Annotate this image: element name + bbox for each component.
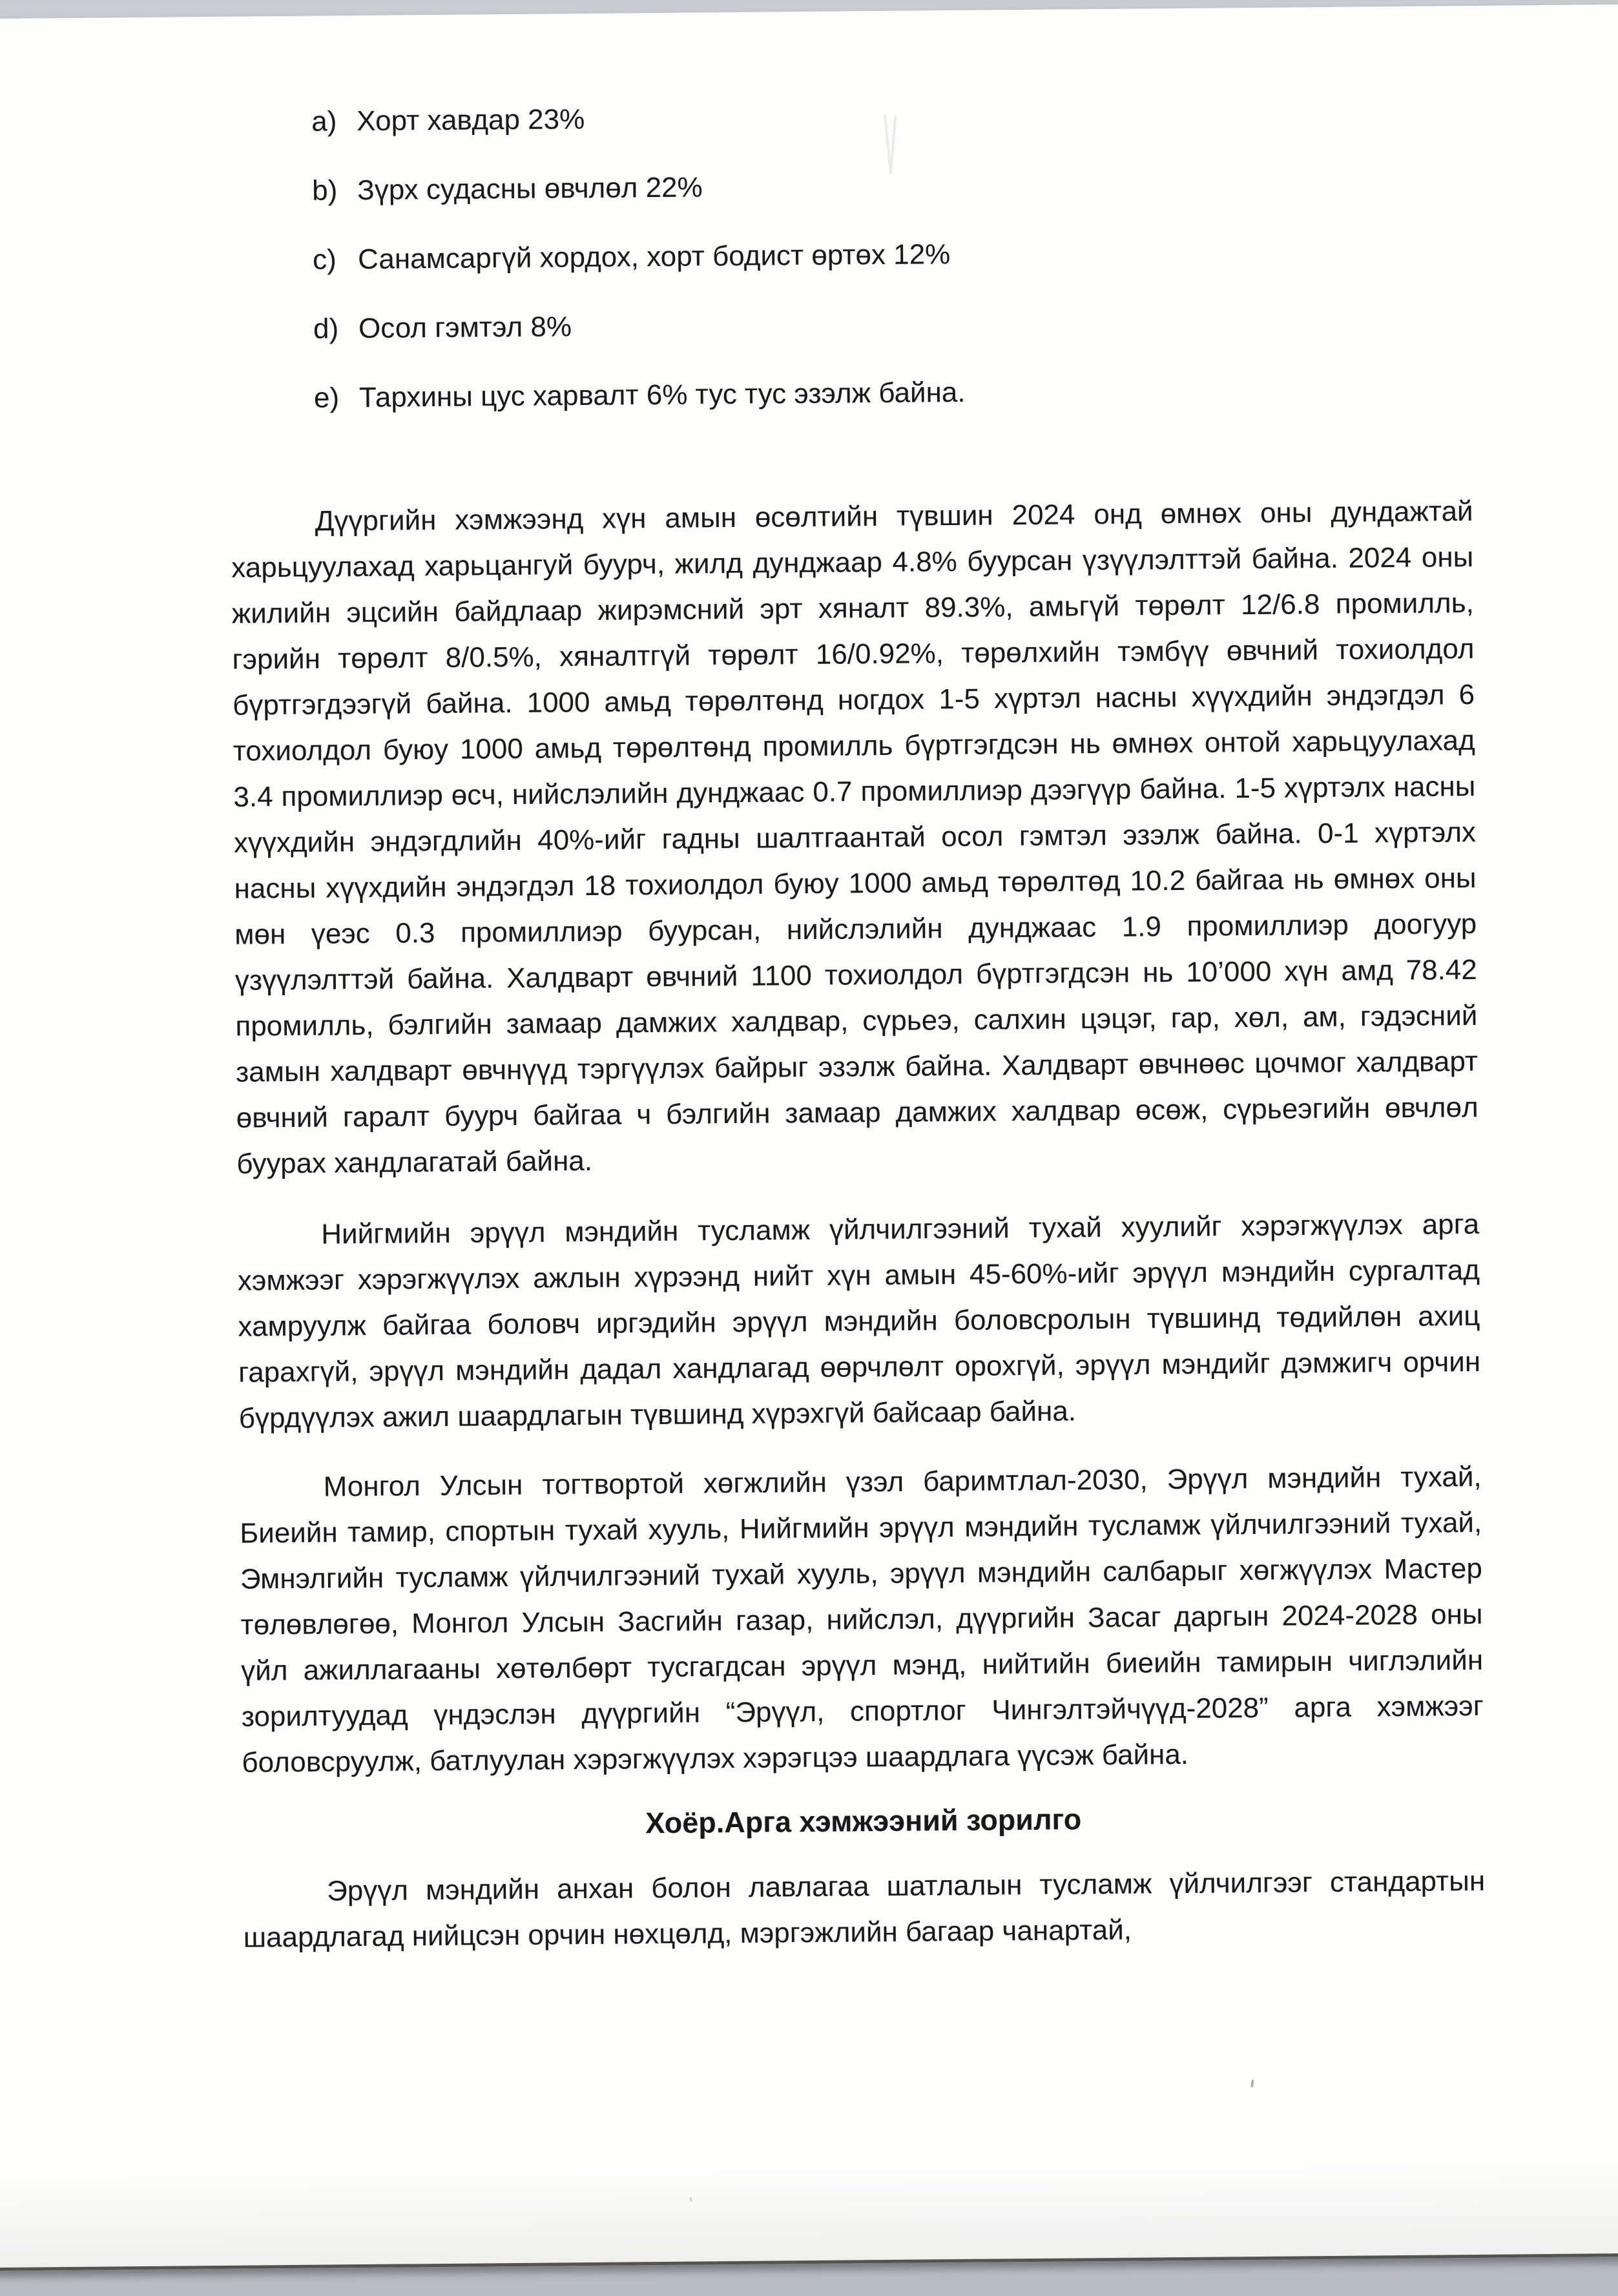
list-item bbox=[312, 158, 1471, 214]
list-item-label: e) bbox=[313, 382, 340, 414]
list-item-text: Хорт хавдар 23% bbox=[357, 103, 585, 138]
list-item-label: a) bbox=[311, 105, 337, 138]
list-item bbox=[313, 227, 1471, 283]
paragraph-policy-basis: Монгол Улсын тогтвортой хөгжлийн үзэл баримтлал-2030, Эрүүл мэндийн тухай, Биеийн тамир, спортын тухай хууль, Нийгмийн эрүүл мэндийн тусламж үйлчилгээний тухай, Эмнэлгийн тусламж үйлчилгээний тухай хууль, эрүүл мэндийн салбарыг хөгжүүлэх Мастер төлөвлөгөө, Монгол Улсын Засгийн газар, нийслэл, дүүргийн Засаг даргын 2024-2028 оны үйл ажиллагааны хөтөлбөрт тусгагдсан эрүүл мэнд, нийтийн биеийн тамирын чиглэлийн зорилтуудад үндэслэн дүүргийн “Эрүүл, спортлог Чингэлтэйчүүд-2028” арга хэмжээг боловсруулж, батлуулан хэрэгжүүлэх хэрэгцээ шаардлага үүсэж байна. bbox=[240, 1460, 1484, 1779]
list-item bbox=[314, 365, 1473, 421]
list-item-text: Зүрх судасны өвчлөл 22% bbox=[357, 171, 703, 207]
section-heading-program-goal: Хоёр.Арга хэмжээний зорилго bbox=[645, 1803, 1082, 1840]
cause-of-death-list bbox=[311, 88, 1472, 421]
page-content bbox=[0, 5, 1618, 2268]
list-item-label: d) bbox=[313, 313, 339, 345]
paragraph-goal-intro: Эрүүл мэндийн анхан болон лавлагаа шатлалын тусламж үйлчилгээг стандартын шаардлагад нийцсэн орчин нөхцөлд, мэргэжлийн багаар чанартай, bbox=[243, 1865, 1486, 1954]
paragraph-public-health-education: Нийгмийн эрүүл мэндийн тусламж үйлчилгээний тухай хуулийг хэрэгжүүлэх арга хэмжээг хэрэгжүүлэх ажлын хүрээнд нийт хүн амын 45-60%-ийг эрүүл мэндийн сургалтад хамруулж байгаа боловч иргэдийн эрүүл мэндийн боловсролын түвшинд төдийлөн ахиц гарахгүй, эрүүл мэндийн дадал хандлагад өөрчлөлт орохгүй, эрүүл мэндийг дэмжигч орчин бүрдүүлэх ажил шаардлагын түвшинд хүрэхгүй байсаар байна. bbox=[237, 1208, 1481, 1434]
paragraph-population-health-stats: Дүүргийн хэмжээнд хүн амын өсөлтийн түвшин 2024 онд өмнөх оны дундажтай харьцуулахад харьцангуй буурч, жилд дунджаар 4.8% буурсан үзүүлэлттэй байна. 2024 оны жилийн эцсийн байдлаар жирэмсний эрт хяналт 89.3%, амьгүй төрөлт 12/6.8 промилль, гэрийн төрөлт 8/0.5%, хяналтгүй төрөлт 16/0.92%, төрөлхийн тэмбүү өвчний тохиолдол бүртгэгдээгүй байна. 1000 амьд төрөлтөнд ногдох 1-5 хүртэл насны хүүхдийн эндэгдэл 6 тохиолдол буюу 1000 амьд төрөлтөнд промилль бүртгэгдсэн нь өмнөх онтой харьцуулахад 3.4 промиллиэр өсч, нийслэлийн дунджаас 0.7 промиллиэр дээгүүр байна. 1-5 хүртэлх насны хүүхдийн эндэгдлийн 40%-ийг гадны шалтгаантай осол гэмтэл эзэлж байна. 0-1 хүртэлх насны хүүхдийн эндэгдэл 18 тохиолдол буюу 1000 амьд төрөлтөд 10.2 байгаа нь өмнөх оны мөн үеэс 0.3 промиллиэр буурсан, нийслэлийн дунджаас 1.9 промиллиэр доогуур үзүүлэлттэй байна. Халдварт өвчний 1100 тохиолдол бүртгэгдсэн нь 10’000 хүн амд 78.42 промилль, бэлгийн замаар дамжих халдвар, сүрьеэ, салхин цэцэг, гар, хөл, ам, гэдэсний замын халдварт өвчнүүд тэргүүлэх байрыг эзэлж байна. Халдварт өвчнөөс цочмог халдварт өвчний гаралт буурч байгаа ч бэлгийн замаар дамжих халдвар өсөж, сүрьеэгийн өвчлөл буурах хандлагатай байна. bbox=[231, 495, 1478, 1180]
list-item-text: Тархины цус харвалт 6% тус тус эзэлж байна. bbox=[358, 376, 966, 414]
list-item bbox=[311, 88, 1470, 145]
list-item-text: Осол гэмтэл 8% bbox=[358, 311, 572, 345]
scanned-page bbox=[0, 5, 1618, 2271]
list-item-text: Санамсаргүй хордох, хорт бодист өртөх 12% bbox=[357, 238, 951, 276]
list-item-label: b) bbox=[311, 174, 338, 207]
list-item-label: c) bbox=[312, 243, 337, 276]
list-item bbox=[313, 296, 1472, 352]
